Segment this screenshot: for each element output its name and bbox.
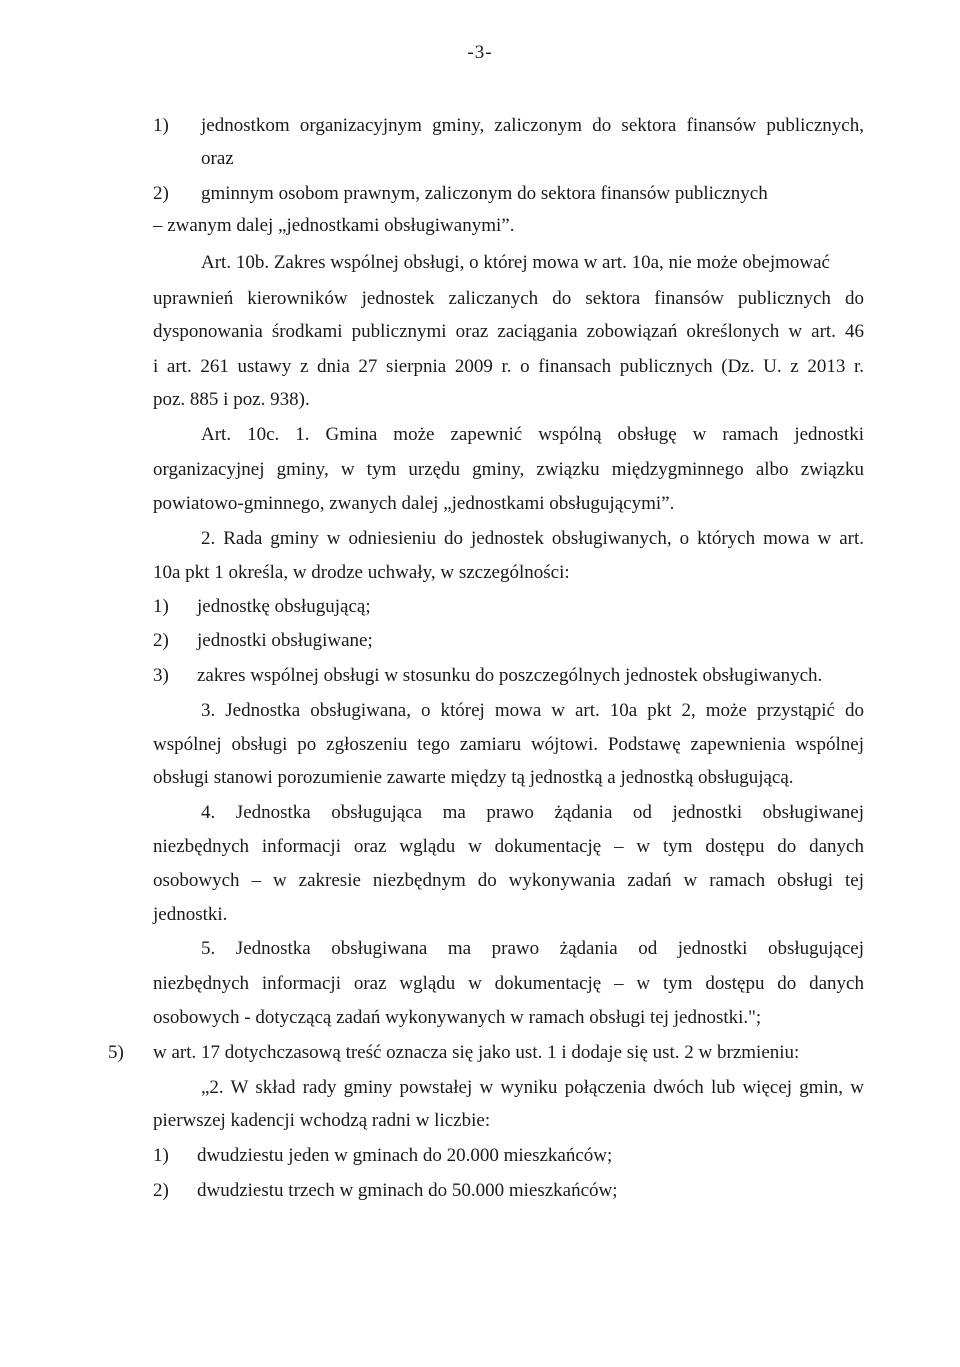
text-line: jednostkę obsługującą; <box>197 596 371 617</box>
list-number: 2) <box>153 183 169 204</box>
text-line: 2. Rada gminy w odniesieniu do jednostek obsługiwanych, o których mowa w art. <box>201 528 864 549</box>
text-line: – zwanym dalej „jednostkami obsługiwanymi”. <box>153 215 515 236</box>
text-line: dwudziestu jeden w gminach do 20.000 mieszkańców; <box>197 1145 613 1166</box>
list-number: 1) <box>153 1145 169 1166</box>
list-number: 1) <box>153 115 169 136</box>
text-line: osobowych – w zakresie niezbędnym do wykonywania zadań w ramach obsługi tej <box>153 870 864 891</box>
text-line: gminnym osobom prawnym, zaliczonym do sektora finansów publicznych <box>201 183 768 204</box>
text-line: wspólnej obsługi po zgłoszeniu tego zamiaru wójtowi. Podstawę zapewnienia wspólnej <box>153 734 864 755</box>
text-line: dwudziestu trzech w gminach do 50.000 mieszkańców; <box>197 1180 618 1201</box>
text-line: niezbędnych informacji oraz wglądu w dokumentację – w tym dostępu do danych <box>153 973 864 994</box>
list-number: 5) <box>108 1042 124 1063</box>
list-number: 3) <box>153 665 169 686</box>
text-line: „2. W skład rady gminy powstałej w wyniku połączenia dwóch lub więcej gmin, w <box>201 1077 864 1098</box>
text-line: obsługi stanowi porozumienie zawarte między tą jednostką a jednostką obsługującą. <box>153 767 794 788</box>
text-line: poz. 885 i poz. 938). <box>153 389 310 410</box>
text-line: 3. Jednostka obsługiwana, o której mowa w art. 10a pkt 2, może przystąpić do <box>201 700 864 721</box>
text-line: dysponowania środkami publicznymi oraz zaciągania zobowiązań określonych w art. 46 <box>153 321 864 342</box>
text-line: jednostki. <box>153 904 228 925</box>
text-line: 4. Jednostka obsługująca ma prawo żądania od jednostki obsługiwanej <box>201 802 864 823</box>
list-number: 1) <box>153 596 169 617</box>
text-line: 5. Jednostka obsługiwana ma prawo żądania od jednostki obsługującej <box>201 938 864 959</box>
text-line: oraz <box>201 148 234 169</box>
list-number: 2) <box>153 1180 169 1201</box>
text-line: i art. 261 ustawy z dnia 27 sierpnia 2009 r. o finansach publicznych (Dz. U. z 2013 r. <box>153 356 864 377</box>
text-line: osobowych - dotyczącą zadań wykonywanych w ramach obsługi tej jednostki."; <box>153 1007 762 1028</box>
text-line: Art. 10b. Zakres wspólnej obsługi, o której mowa w art. 10a, nie może obejmować <box>201 252 830 273</box>
text-line: Art. 10c. 1. Gmina może zapewnić wspólną obsługę w ramach jednostki <box>201 424 864 445</box>
text-line: powiatowo-gminnego, zwanych dalej „jednostkami obsługującymi”. <box>153 493 675 514</box>
text-line: uprawnień kierowników jednostek zaliczanych do sektora finansów publicznych do <box>153 288 864 309</box>
text-line: zakres wspólnej obsługi w stosunku do poszczególnych jednostek obsługiwanych. <box>197 665 823 686</box>
text-line: jednostki obsługiwane; <box>197 630 373 651</box>
text-line: w art. 17 dotychczasową treść oznacza się jako ust. 1 i dodaje się ust. 2 w brzmieniu: <box>153 1042 800 1063</box>
text-line: niezbędnych informacji oraz wglądu w dokumentację – w tym dostępu do danych <box>153 836 864 857</box>
text-line: 10a pkt 1 określa, w drodze uchwały, w szczególności: <box>153 562 570 583</box>
text-line: organizacyjnej gminy, w tym urzędu gminy, związku międzygminnego albo związku <box>153 459 864 480</box>
page-number: -3- <box>467 42 493 63</box>
text-line: pierwszej kadencji wchodzą radni w liczbie: <box>153 1110 491 1131</box>
text-line: jednostkom organizacyjnym gminy, zaliczonym do sektora finansów publicznych, <box>201 115 864 136</box>
list-number: 2) <box>153 630 169 651</box>
